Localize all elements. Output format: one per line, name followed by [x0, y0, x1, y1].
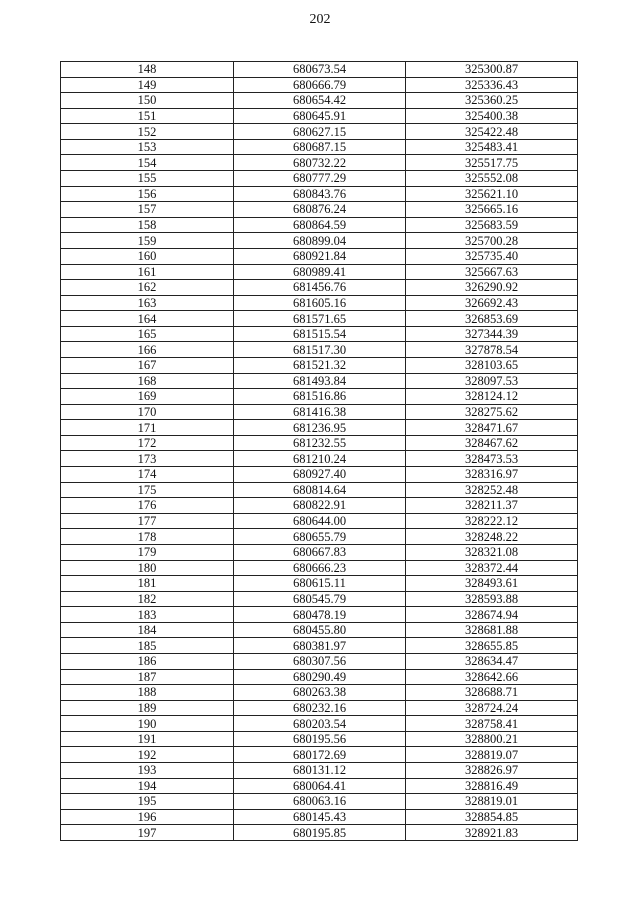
y-coordinate-cell: 328211.37 [406, 498, 578, 514]
y-coordinate-cell: 328674.94 [406, 607, 578, 623]
x-coordinate-cell: 680927.40 [234, 467, 406, 483]
x-coordinate-cell: 680732.22 [234, 155, 406, 171]
x-coordinate-cell: 681571.65 [234, 311, 406, 327]
table-row [61, 591, 578, 607]
table-row [61, 295, 578, 311]
x-coordinate-cell: 681416.38 [234, 404, 406, 420]
table-row [61, 77, 578, 93]
table-row [61, 482, 578, 498]
y-coordinate-cell: 328724.24 [406, 700, 578, 716]
x-coordinate-cell: 680455.80 [234, 622, 406, 638]
table-row [61, 700, 578, 716]
y-coordinate-cell: 328655.85 [406, 638, 578, 654]
point-number-cell: 149 [61, 77, 234, 93]
point-number-cell: 171 [61, 420, 234, 436]
point-number-cell: 170 [61, 404, 234, 420]
page-number: 202 [309, 12, 331, 27]
y-coordinate-cell: 325667.63 [406, 264, 578, 280]
x-coordinate-cell: 680843.76 [234, 186, 406, 202]
point-number-cell: 155 [61, 171, 234, 187]
point-number-cell: 184 [61, 622, 234, 638]
table-row [61, 778, 578, 794]
y-coordinate-cell: 328473.53 [406, 451, 578, 467]
table-row [61, 576, 578, 592]
table-row [61, 264, 578, 280]
x-coordinate-cell: 680063.16 [234, 794, 406, 810]
y-coordinate-cell: 328124.12 [406, 389, 578, 405]
y-coordinate-cell: 328681.88 [406, 622, 578, 638]
y-coordinate-cell: 325360.25 [406, 93, 578, 109]
table-row [61, 93, 578, 109]
x-coordinate-cell: 681236.95 [234, 420, 406, 436]
x-coordinate-cell: 680195.56 [234, 731, 406, 747]
point-number-cell: 174 [61, 467, 234, 483]
x-coordinate-cell: 680687.15 [234, 139, 406, 155]
table-row [61, 233, 578, 249]
y-coordinate-cell: 325483.41 [406, 139, 578, 155]
table-row [61, 716, 578, 732]
y-coordinate-cell: 326290.92 [406, 280, 578, 296]
x-coordinate-cell: 680232.16 [234, 700, 406, 716]
table-row [61, 171, 578, 187]
y-coordinate-cell: 325700.28 [406, 233, 578, 249]
table-row [61, 747, 578, 763]
y-coordinate-cell: 328222.12 [406, 513, 578, 529]
point-number-cell: 189 [61, 700, 234, 716]
table-row [61, 202, 578, 218]
point-number-cell: 194 [61, 778, 234, 794]
x-coordinate-cell: 680381.97 [234, 638, 406, 654]
table-row [61, 248, 578, 264]
y-coordinate-cell: 325300.87 [406, 62, 578, 78]
x-coordinate-cell: 680615.11 [234, 576, 406, 592]
x-coordinate-cell: 680814.64 [234, 482, 406, 498]
y-coordinate-cell: 328819.07 [406, 747, 578, 763]
table-row [61, 124, 578, 140]
table-row [61, 326, 578, 342]
point-number-cell: 197 [61, 825, 234, 841]
y-coordinate-cell: 326853.69 [406, 311, 578, 327]
point-number-cell: 187 [61, 669, 234, 685]
point-number-cell: 182 [61, 591, 234, 607]
y-coordinate-cell: 328275.62 [406, 404, 578, 420]
y-coordinate-cell: 328316.97 [406, 467, 578, 483]
y-coordinate-cell: 325400.38 [406, 108, 578, 124]
x-coordinate-cell: 680864.59 [234, 217, 406, 233]
y-coordinate-cell: 327878.54 [406, 342, 578, 358]
y-coordinate-cell: 328248.22 [406, 529, 578, 545]
x-coordinate-cell: 681516.86 [234, 389, 406, 405]
point-number-cell: 195 [61, 794, 234, 810]
y-coordinate-cell: 325422.48 [406, 124, 578, 140]
point-number-cell: 163 [61, 295, 234, 311]
point-number-cell: 162 [61, 280, 234, 296]
y-coordinate-cell: 328372.44 [406, 560, 578, 576]
point-number-cell: 154 [61, 155, 234, 171]
point-number-cell: 161 [61, 264, 234, 280]
point-number-cell: 177 [61, 513, 234, 529]
x-coordinate-cell: 681517.30 [234, 342, 406, 358]
point-number-cell: 196 [61, 809, 234, 825]
x-coordinate-cell: 680290.49 [234, 669, 406, 685]
point-number-cell: 152 [61, 124, 234, 140]
table-row [61, 404, 578, 420]
y-coordinate-cell: 325517.75 [406, 155, 578, 171]
x-coordinate-cell: 680899.04 [234, 233, 406, 249]
x-coordinate-cell: 680921.84 [234, 248, 406, 264]
table-row [61, 653, 578, 669]
x-coordinate-cell: 680263.38 [234, 685, 406, 701]
y-coordinate-cell: 328252.48 [406, 482, 578, 498]
y-coordinate-cell: 326692.43 [406, 295, 578, 311]
table-row [61, 513, 578, 529]
x-coordinate-cell: 681232.55 [234, 435, 406, 451]
point-number-cell: 159 [61, 233, 234, 249]
table-row [61, 451, 578, 467]
point-number-cell: 167 [61, 357, 234, 373]
point-number-cell: 153 [61, 139, 234, 155]
x-coordinate-cell: 680203.54 [234, 716, 406, 732]
point-number-cell: 183 [61, 607, 234, 623]
y-coordinate-cell: 328471.67 [406, 420, 578, 436]
point-number-cell: 179 [61, 544, 234, 560]
point-number-cell: 150 [61, 93, 234, 109]
table-row [61, 420, 578, 436]
x-coordinate-cell: 681493.84 [234, 373, 406, 389]
table-row [61, 685, 578, 701]
point-number-cell: 188 [61, 685, 234, 701]
point-number-cell: 158 [61, 217, 234, 233]
x-coordinate-cell: 681456.76 [234, 280, 406, 296]
x-coordinate-cell: 680644.00 [234, 513, 406, 529]
point-number-cell: 166 [61, 342, 234, 358]
x-coordinate-cell: 680545.79 [234, 591, 406, 607]
point-number-cell: 191 [61, 731, 234, 747]
y-coordinate-cell: 328921.83 [406, 825, 578, 841]
table-row [61, 825, 578, 841]
table-row [61, 373, 578, 389]
point-number-cell: 160 [61, 248, 234, 264]
x-coordinate-cell: 680822.91 [234, 498, 406, 514]
point-number-cell: 172 [61, 435, 234, 451]
y-coordinate-cell: 328321.08 [406, 544, 578, 560]
point-number-cell: 169 [61, 389, 234, 405]
x-coordinate-cell: 680989.41 [234, 264, 406, 280]
point-number-cell: 176 [61, 498, 234, 514]
y-coordinate-cell: 325683.59 [406, 217, 578, 233]
point-number-cell: 156 [61, 186, 234, 202]
point-number-cell: 168 [61, 373, 234, 389]
x-coordinate-cell: 680627.15 [234, 124, 406, 140]
x-coordinate-cell: 681605.16 [234, 295, 406, 311]
x-coordinate-cell: 680064.41 [234, 778, 406, 794]
point-number-cell: 190 [61, 716, 234, 732]
point-number-cell: 186 [61, 653, 234, 669]
table-row [61, 357, 578, 373]
x-coordinate-cell: 680777.29 [234, 171, 406, 187]
x-coordinate-cell: 680673.54 [234, 62, 406, 78]
x-coordinate-cell: 680666.23 [234, 560, 406, 576]
y-coordinate-cell: 325621.10 [406, 186, 578, 202]
table-row [61, 62, 578, 78]
point-number-cell: 193 [61, 763, 234, 779]
point-number-cell: 164 [61, 311, 234, 327]
y-coordinate-cell: 328854.85 [406, 809, 578, 825]
x-coordinate-cell: 680195.85 [234, 825, 406, 841]
table-row [61, 622, 578, 638]
table-row [61, 560, 578, 576]
x-coordinate-cell: 681210.24 [234, 451, 406, 467]
y-coordinate-cell: 325552.08 [406, 171, 578, 187]
x-coordinate-cell: 680667.83 [234, 544, 406, 560]
table-row [61, 763, 578, 779]
y-coordinate-cell: 328593.88 [406, 591, 578, 607]
x-coordinate-cell: 680478.19 [234, 607, 406, 623]
table-row [61, 669, 578, 685]
x-coordinate-cell: 680876.24 [234, 202, 406, 218]
coordinates-table [60, 61, 578, 841]
y-coordinate-cell: 325336.43 [406, 77, 578, 93]
y-coordinate-cell: 328688.71 [406, 685, 578, 701]
y-coordinate-cell: 328758.41 [406, 716, 578, 732]
x-coordinate-cell: 680307.56 [234, 653, 406, 669]
point-number-cell: 181 [61, 576, 234, 592]
y-coordinate-cell: 328493.61 [406, 576, 578, 592]
y-coordinate-cell: 325735.40 [406, 248, 578, 264]
x-coordinate-cell: 680145.43 [234, 809, 406, 825]
y-coordinate-cell: 328816.49 [406, 778, 578, 794]
point-number-cell: 151 [61, 108, 234, 124]
table-row [61, 389, 578, 405]
table-row [61, 217, 578, 233]
y-coordinate-cell: 328642.66 [406, 669, 578, 685]
table-row [61, 139, 578, 155]
table-row [61, 155, 578, 171]
y-coordinate-cell: 327344.39 [406, 326, 578, 342]
table-row [61, 186, 578, 202]
y-coordinate-cell: 325665.16 [406, 202, 578, 218]
table-row [61, 731, 578, 747]
y-coordinate-cell: 328826.97 [406, 763, 578, 779]
x-coordinate-cell: 681521.32 [234, 357, 406, 373]
point-number-cell: 173 [61, 451, 234, 467]
coordinates-table-body [61, 62, 578, 841]
table-row [61, 498, 578, 514]
point-number-cell: 157 [61, 202, 234, 218]
point-number-cell: 178 [61, 529, 234, 545]
x-coordinate-cell: 681515.54 [234, 326, 406, 342]
table-row [61, 794, 578, 810]
y-coordinate-cell: 328103.65 [406, 357, 578, 373]
table-row [61, 280, 578, 296]
y-coordinate-cell: 328467.62 [406, 435, 578, 451]
y-coordinate-cell: 328634.47 [406, 653, 578, 669]
table-row [61, 311, 578, 327]
y-coordinate-cell: 328800.21 [406, 731, 578, 747]
table-row [61, 529, 578, 545]
point-number-cell: 185 [61, 638, 234, 654]
table-row [61, 108, 578, 124]
point-number-cell: 192 [61, 747, 234, 763]
y-coordinate-cell: 328097.53 [406, 373, 578, 389]
point-number-cell: 148 [61, 62, 234, 78]
table-row [61, 809, 578, 825]
x-coordinate-cell: 680655.79 [234, 529, 406, 545]
table-row [61, 435, 578, 451]
point-number-cell: 175 [61, 482, 234, 498]
x-coordinate-cell: 680645.91 [234, 108, 406, 124]
table-row [61, 638, 578, 654]
point-number-cell: 180 [61, 560, 234, 576]
point-number-cell: 165 [61, 326, 234, 342]
table-row [61, 544, 578, 560]
x-coordinate-cell: 680654.42 [234, 93, 406, 109]
table-row [61, 342, 578, 358]
y-coordinate-cell: 328819.01 [406, 794, 578, 810]
table-row [61, 467, 578, 483]
x-coordinate-cell: 680666.79 [234, 77, 406, 93]
x-coordinate-cell: 680131.12 [234, 763, 406, 779]
table-row [61, 607, 578, 623]
x-coordinate-cell: 680172.69 [234, 747, 406, 763]
